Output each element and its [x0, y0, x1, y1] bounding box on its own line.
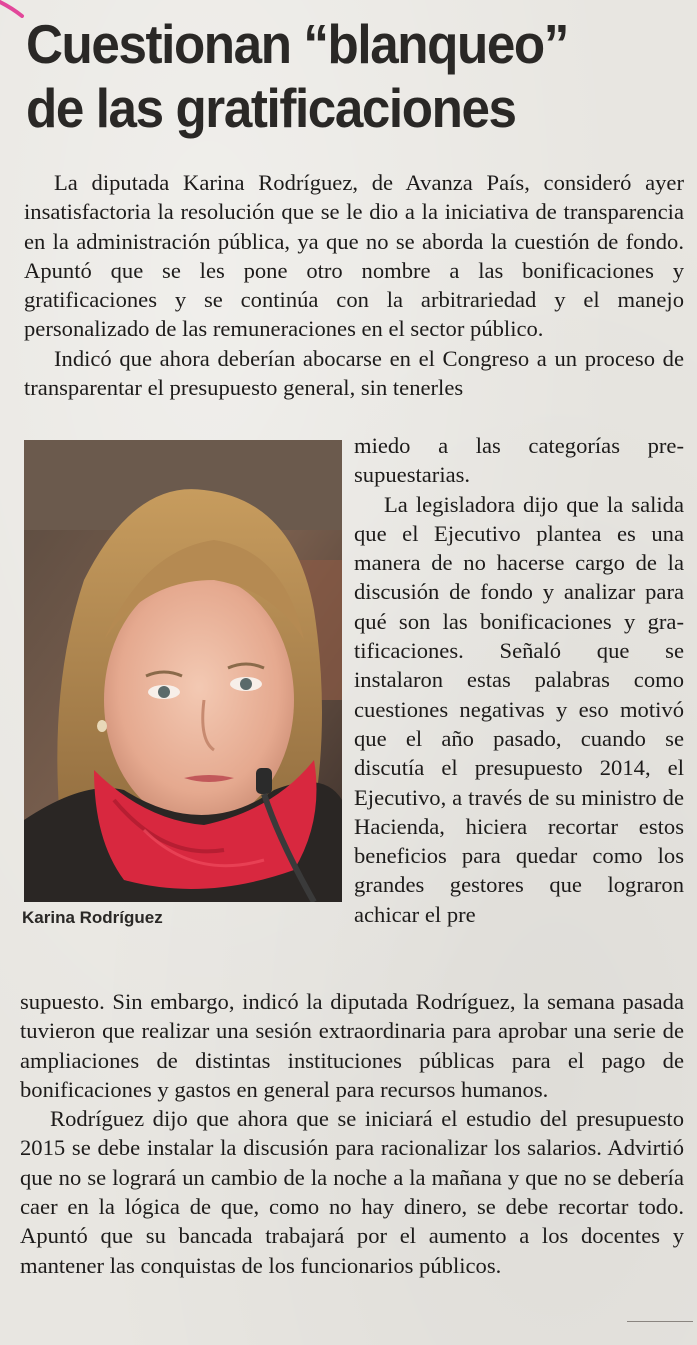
article-body-column	[354, 431, 684, 929]
article-body-top	[24, 168, 684, 402]
paragraph-2a: Indicó que ahora deberían abocarse en el Congreso a un proceso de transparentar el presupuesto general, sin tenerles	[24, 345, 684, 401]
portrait-photo	[24, 440, 342, 902]
headline	[26, 12, 644, 140]
paragraph-3-end: supuesto. Sin embargo, indicó la diputada Rodríguez, la semana pasada tuvieron que realizar una sesión extraordinaria para aprobar una serie de ampliaciones de distintas instituciones públicas para el pago de bonificaciones y gastos en general para recursos humanos.	[20, 989, 684, 1102]
paragraph-4: Rodríguez dijo que ahora que se iniciará el estudio del presupuesto 2015 se debe instalar la discusión para racionalizar los salarios. Advirtió que no se logrará un cambio de la noche a la mañana y que no se debería caer en la lógica de que, como no hay dinero, se debe recortar todo. Apuntó que su bancada trabajará por el aumento a los docentes y mantener las conquistas de los funcionarios públicos.	[20, 1106, 684, 1278]
photo-caption: Karina Rodríguez	[22, 908, 163, 927]
headline-line-1: Cuestionan “blanqueo”	[26, 13, 568, 75]
article-body-bottom	[20, 987, 684, 1280]
paragraph-1: La diputada Karina Rodríguez, de Avanza País, consideró ayer insatisfactoria la resolución que se le dio a la iniciativa de transparencia en la administración pública, ya que no se aborda la cuestión de fondo. Apuntó que se les pone otro nombre a las bonificaciones y gratificaciones y se continúa con la arbitrariedad y el manejo personalizado de las remuneraciones en el sector público.	[24, 170, 684, 342]
end-rule	[627, 1321, 693, 1322]
paragraph-3: La legisladora dijo que la salida que el Ejecutivo plantea es una manera de no hacerse cargo de la discusión de fondo y analizar para qué son las bonificaciones y gratificaciones. Señaló que se instalaron estas palabras como cuestiones negativas y eso motivó que el año pasado, cuando se discutía el presupuesto 2014, el Ejecutivo, a través de su ministro de Hacienda, hiciera recortar estos beneficios para quedar como los grandes gestores que lograron achicar el pre	[354, 491, 684, 927]
portrait-illustration	[24, 440, 342, 902]
headline-line-2: de las gratificaciones	[26, 77, 516, 139]
paragraph-2b: miedo a las categorías presupuestarias.	[354, 433, 684, 488]
